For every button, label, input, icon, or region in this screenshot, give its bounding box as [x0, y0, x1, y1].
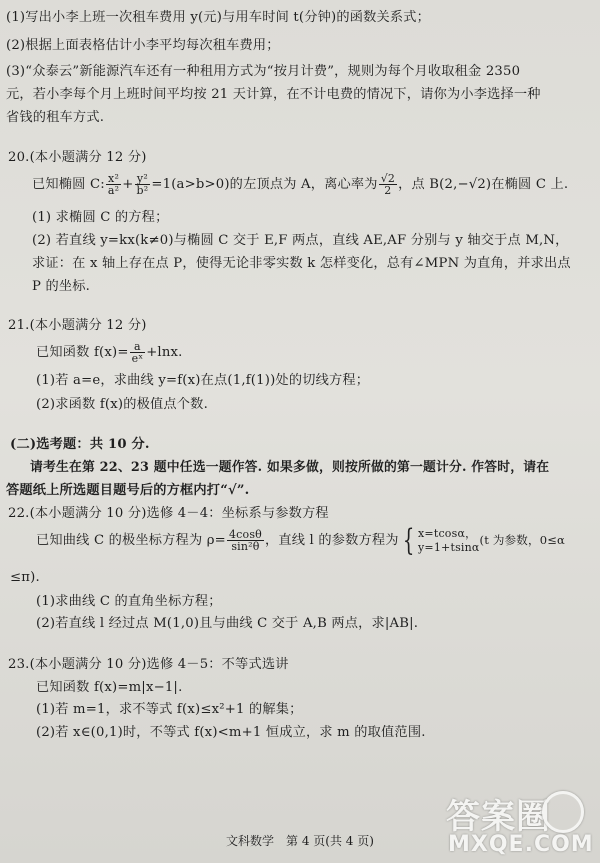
- watermark-circle-icon: [542, 791, 584, 833]
- q20-frac-x-num: x²: [106, 173, 121, 185]
- q19-part2: (2)根据上面表格估计小李平均每次租车费用；: [6, 38, 280, 53]
- elective-header: (二)选考题：共 10 分.: [10, 437, 150, 452]
- q21-stem-pre: 已知函数 f(x)=: [36, 345, 129, 360]
- q23-header: 23.(本小题满分 10 分)选修 4－5：不等式选讲: [8, 657, 289, 672]
- elective-instruction-line2: 答题纸上所选题目题号后的方框内打“√”.: [6, 483, 250, 498]
- q22-frac-den: sin²θ: [231, 540, 260, 553]
- q22-stem: [36, 522, 566, 558]
- q20-frac-e-num: √2: [380, 172, 396, 185]
- q20-plus: +: [122, 177, 134, 192]
- q22-param-system: [418, 527, 480, 555]
- q21-stem: [36, 340, 183, 366]
- q21-header: 21.(本小题满分 12 分): [8, 318, 147, 333]
- q20-part2-line1: (2) 若直线 y=kx(k≠0)与椭圆 C 交于 E,F 两点，直线 AE,AF 分别与 y 轴交于点 M,N，: [32, 233, 569, 248]
- q20-frac-y-den: b²: [136, 184, 149, 197]
- q21-frac-num: a: [130, 341, 146, 353]
- q23-part1: (1)若 m=1，求不等式 f(x)≤x²+1 的解集；: [36, 702, 303, 717]
- q20-stem-mid: =1(a>b>0)的左顶点为 A，离心率为: [151, 177, 378, 192]
- q20-part2-line2: 求证：在 x 轴上存在点 P，使得无论非零实数 k 怎样变化，总有∠MPN 为直角，并求出点: [32, 256, 571, 271]
- elective-instruction-line1: 请考生在第 22、23 题中任选一题作答. 如果多做，则按所做的第一题计分. 作答时，请在: [30, 460, 550, 475]
- q22-part1: (1)求曲线 C 的直角坐标方程；: [36, 594, 222, 609]
- q21-stem-post: +lnx.: [146, 345, 183, 360]
- q20-frac-y: [135, 173, 151, 196]
- q20-frac-e: [379, 173, 397, 196]
- q21-part2: (2)求函数 f(x)的极值点个数.: [36, 397, 208, 412]
- q20-part1: (1) 求椭圆 C 的方程；: [32, 210, 169, 225]
- q20-frac-x-den: a²: [107, 184, 120, 197]
- q22-frac-num: 4cosθ: [228, 528, 262, 541]
- q22-stem-continuation: ≤π).: [10, 570, 40, 585]
- page-footer: 文科数学 第 4 页(共 4 页): [226, 834, 374, 848]
- q22-brace: {: [402, 522, 415, 558]
- q21-part1: (1)若 a=e，求曲线 y=f(x)在点(1,f(1))处的切线方程；: [36, 373, 370, 388]
- q20-stem-pre: 已知椭圆 C:: [32, 177, 105, 192]
- q19-part3-line1: (3)“众泰云”新能源汽车还有一种租用方式为“按月计费”，规则为每个月收取租金 2350: [6, 64, 521, 79]
- watermark-logo-text: 答案圈: [446, 797, 551, 837]
- q22-stem-mid: ，直线 l 的参数方程为: [265, 533, 399, 548]
- q21-frac-den: eˣ: [131, 352, 144, 365]
- watermark-url: MXQE.COM: [448, 832, 594, 857]
- q20-part2-line3: P 的坐标.: [32, 279, 91, 294]
- q23-stem: 已知函数 f(x)=m|x−1|.: [36, 680, 183, 695]
- q22-frac: [227, 529, 264, 552]
- q20-frac-e-den: 2: [384, 184, 392, 197]
- q22-stem-post: (t 为参数，0≤α: [479, 533, 566, 547]
- q22-param-y: y=1+tsinα: [418, 540, 480, 554]
- q22-part2: (2)若直线 l 经过点 M(1,0)且与曲线 C 交于 A,B 两点，求|AB|.: [36, 616, 419, 631]
- q20-stem-post: ，点 B(2,−√2)在椭圆 C 上.: [398, 177, 569, 192]
- q22-param-x: x=tcosα，: [418, 526, 477, 540]
- q21-frac: [130, 341, 146, 364]
- q19-part3-line2: 元，若小李每个月上班时间平均按 21 天计算，在不计电费的情况下，请你为小李选择一种: [6, 87, 541, 102]
- q20-header: 20.(本小题满分 12 分): [8, 150, 147, 165]
- q22-stem-pre: 已知曲线 C 的极坐标方程为 ρ=: [36, 533, 226, 548]
- q20-frac-x: [106, 173, 121, 196]
- q20-frac-y-num: y²: [135, 173, 151, 185]
- q20-stem: [32, 172, 568, 198]
- q19-part1: (1)写出小李上班一次租车费用 y(元)与用车时间 t(分钟)的函数关系式；: [6, 10, 431, 25]
- q22-header: 22.(本小题满分 10 分)选修 4－4：坐标系与参数方程: [8, 506, 329, 521]
- q23-part2: (2)若 x∈(0,1)时，不等式 f(x)<m+1 恒成立，求 m 的取值范围.: [36, 725, 426, 740]
- q19-part3-line3: 省钱的租车方式.: [6, 110, 105, 125]
